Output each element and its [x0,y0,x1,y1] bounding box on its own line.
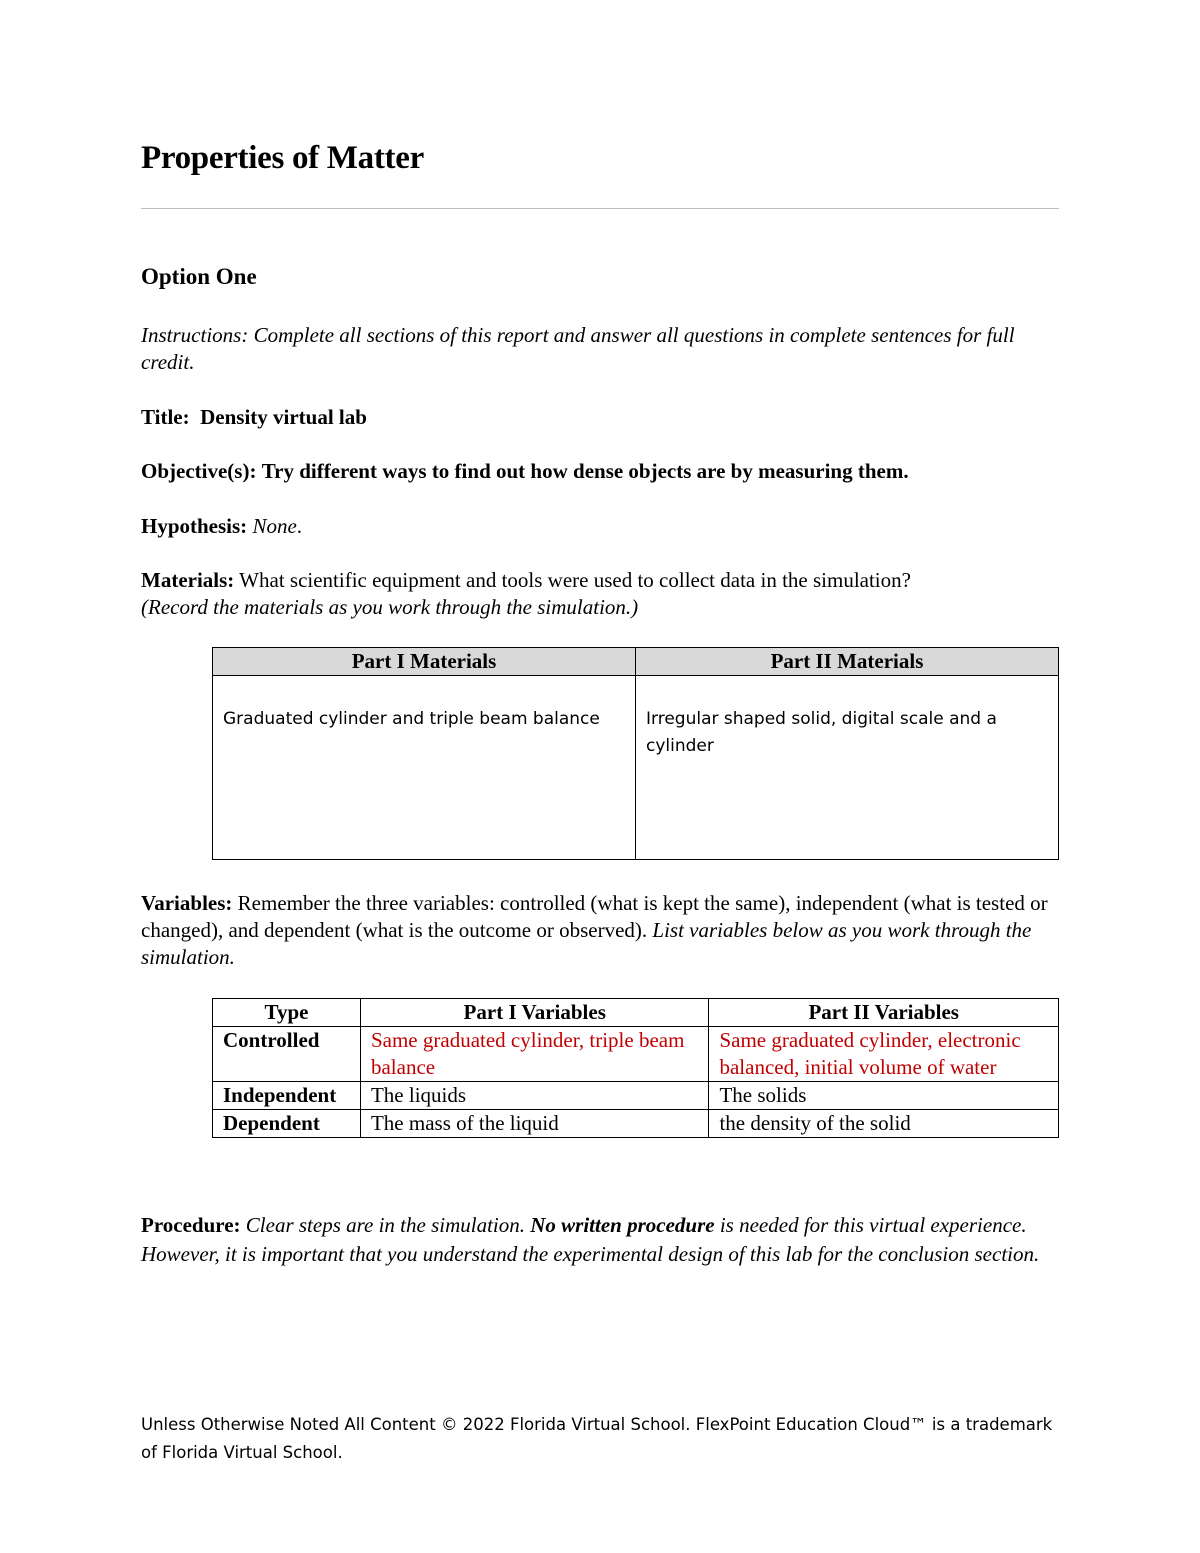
variables-header-part2: Part II Variables [709,999,1059,1027]
variables-header-part1: Part I Variables [360,999,709,1027]
objective-line [141,458,1059,485]
dependent-part1: The mass of the liquid [360,1110,709,1138]
copyright-footer: Unless Otherwise Noted All Content © 2022 Florida Virtual School. FlexPoint Education Cloud™ is a trademark of Florida Virtual School. [141,1415,1053,1462]
title-divider [141,208,1059,209]
hypothesis-value: None [252,514,297,538]
materials-paragraph [141,567,1059,621]
variables-text: Remember the three variables: controlled (what is kept the same), independent (what is tested or changed), and dependent (what is the outcome or observed). [141,891,1048,942]
materials-label: Materials: [141,568,235,592]
procedure-text-1: Clear steps are in the simulation. [245,1213,525,1237]
variables-paragraph [141,890,1059,971]
table-row [213,1082,1059,1110]
variables-note: List variables below as you work through the simulation. [141,918,1032,969]
page-title: Properties of Matter [141,140,424,176]
title-value: Density virtual lab [200,405,367,429]
hypothesis-label: Hypothesis: [141,514,248,538]
materials-text: What scientific equipment and tools were used to collect data in the simulation? [239,568,911,592]
procedure-paragraph [141,1211,1059,1269]
controlled-part2: Same graduated cylinder, electronic balanced, initial volume of water [709,1027,1059,1082]
row-type-controlled: Controlled [213,1027,361,1082]
row-type-independent: Independent [213,1082,361,1110]
materials-header-part2: Part II Materials [636,648,1059,676]
materials-table [212,647,1059,860]
dependent-part2: the density of the solid [709,1110,1059,1138]
table-row [213,1110,1059,1138]
hypothesis-period: . [296,514,303,538]
variables-label: Variables: [141,891,233,915]
hypothesis-line [141,513,1059,540]
objective-value: Try different ways to find out how dense objects are by measuring them. [261,459,909,483]
objective-label: Objective(s): [141,459,257,483]
materials-cell-part2: Irregular shaped solid, digital scale and a cylinder [636,676,1059,860]
option-heading: Option One [141,264,257,289]
procedure-label: Procedure: [141,1213,241,1237]
title-label: Title: [141,405,190,429]
controlled-part1: Same graduated cylinder, triple beam balance [360,1027,709,1082]
materials-cell-part1: Graduated cylinder and triple beam balance [213,676,636,860]
title-line [141,404,1059,431]
materials-note: (Record the materials as you work through the simulation.) [141,595,639,619]
table-row [213,1027,1059,1082]
procedure-bold: No written procedure [530,1213,715,1237]
procedure-text-2: is needed for this virtual experience. However, it is important that you understand the experimental design of this lab for the conclusion section. [141,1213,1040,1266]
variables-table [212,998,1059,1138]
independent-part1: The liquids [360,1082,709,1110]
independent-part2: The solids [709,1082,1059,1110]
row-type-dependent: Dependent [213,1110,361,1138]
instructions-text: Instructions: Complete all sections of this report and answer all questions in complete sentences for full credit. [141,323,1015,374]
variables-header-type: Type [213,999,361,1027]
materials-header-part1: Part I Materials [213,648,636,676]
